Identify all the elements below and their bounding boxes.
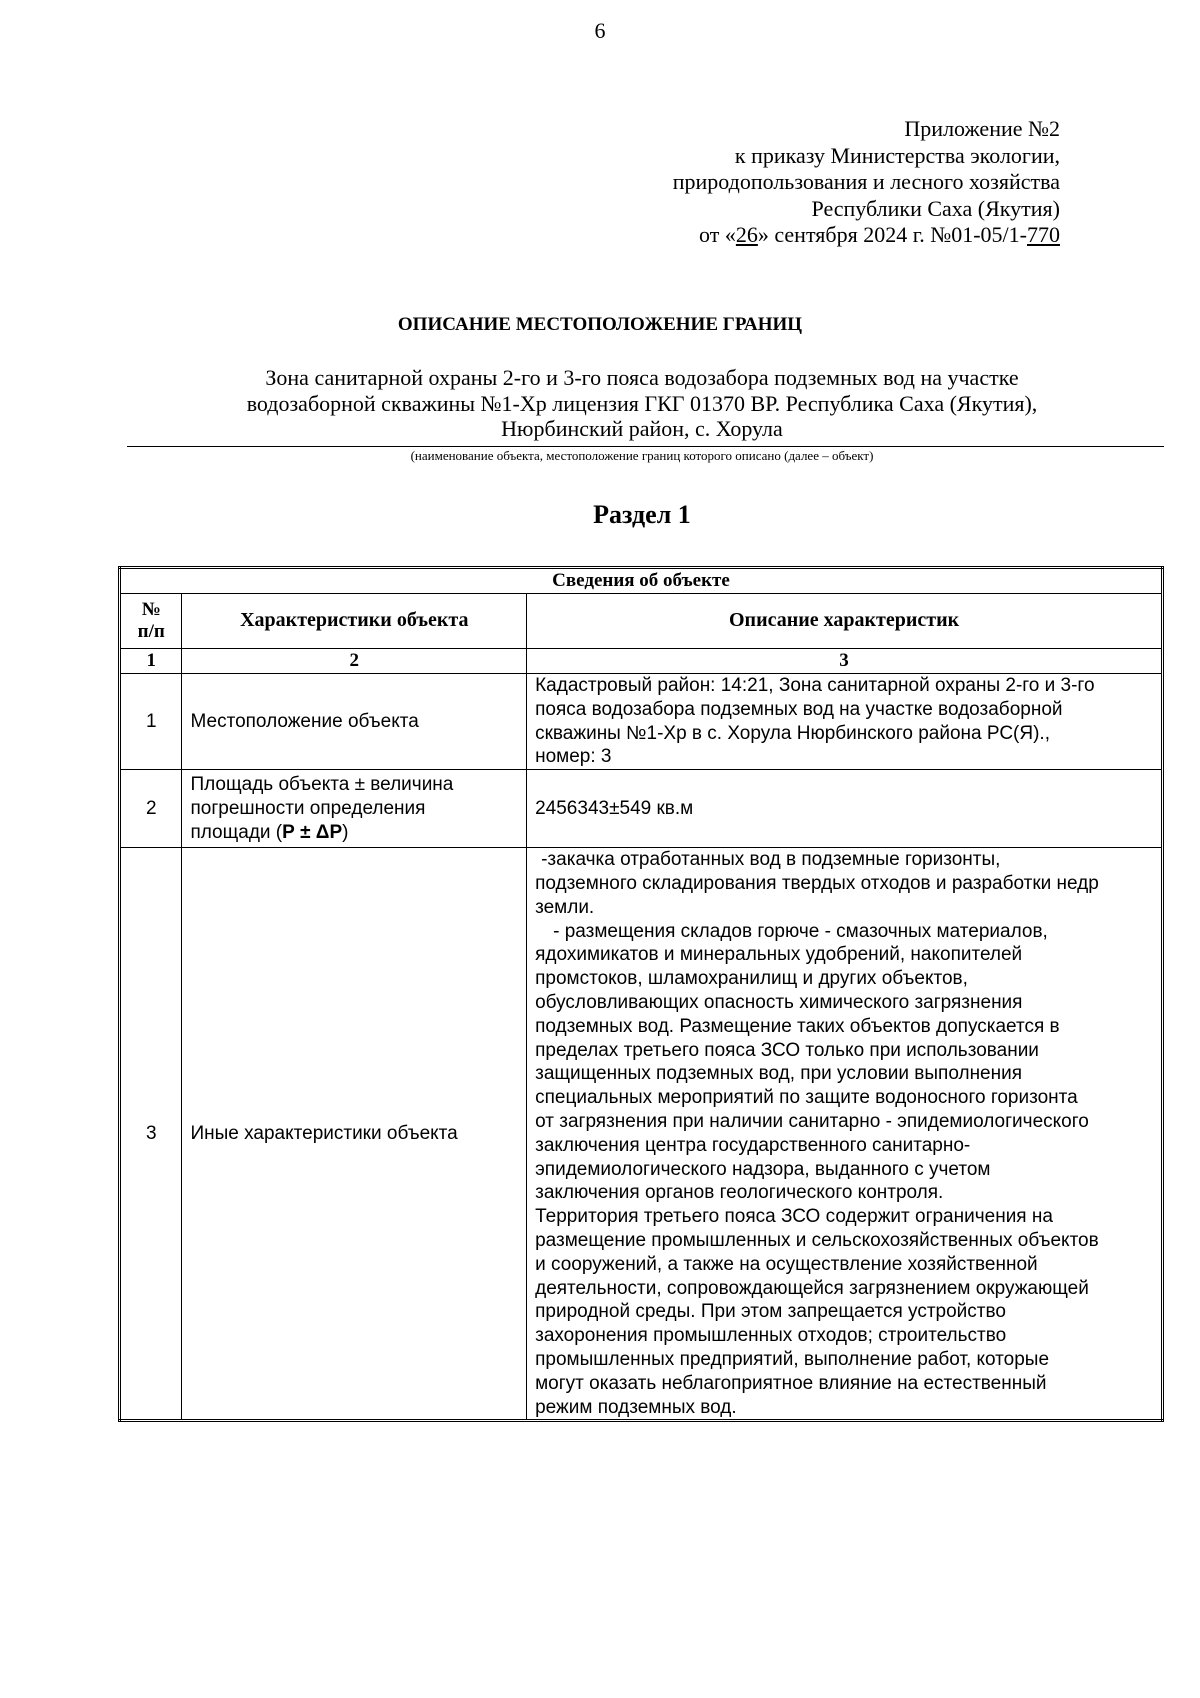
description-line: -закачка отработанных вод в подземные горизонты, <box>541 849 1001 871</box>
description-line: защищенных подземных вод, при условии выполнения <box>535 1063 1023 1085</box>
description-line: заключения органов геологического контроля. <box>535 1182 944 1204</box>
table-title: Сведения об объекте <box>120 568 1163 594</box>
header-description: Описание характеристик <box>527 594 1163 649</box>
header-number-line: п/п <box>137 621 165 642</box>
row-number: 3 <box>120 848 182 1421</box>
description-line: размещение промышленных и сельскохозяйственных объектов <box>535 1229 1099 1251</box>
row-number: 1 <box>120 674 182 770</box>
column-number-row <box>120 649 1163 674</box>
description-line: и сооружений, а также на осуществление хозяйственной <box>535 1253 1038 1275</box>
description-line: захоронения промышленных отходов; строительство <box>535 1325 1007 1347</box>
section-heading: Раздел 1 <box>593 500 691 529</box>
order-date-line <box>673 222 1060 249</box>
column-number: 3 <box>527 649 1163 674</box>
appendix-block <box>673 116 1060 249</box>
object-name-underline <box>127 446 1164 447</box>
description-line: режим подземных вод. <box>535 1396 737 1418</box>
row-description <box>527 848 1163 1421</box>
description-line: промышленных предприятий, выполнение работ, которые <box>535 1348 1050 1370</box>
document-title: ОПИСАНИЕ МЕСТОПОЛОЖЕНИЕ ГРАНИЦ <box>397 314 803 335</box>
order-date-prefix: от « <box>699 222 736 247</box>
description-line: Кадастровый район: 14:21, Зона санитарной охраны 2-го и 3-го <box>535 675 1095 696</box>
characteristic-prefix: площади ( <box>190 821 283 843</box>
area-formula: Р ± ΔР <box>282 821 343 843</box>
description-line: земли. <box>535 896 595 918</box>
page-number: 6 <box>594 18 606 43</box>
order-number: 770 <box>1027 222 1060 247</box>
description-line: пределах третьего пояса ЗСО только при использовании <box>535 1039 1039 1061</box>
appendix-line: Республики Саха (Якутия) <box>811 195 1060 221</box>
table-row <box>120 770 1163 848</box>
characteristic-line: погрешности определения <box>190 797 426 819</box>
description-line: природной среды. При этом запрещается устройство <box>535 1301 1006 1323</box>
header-characteristics: Характеристики объекта <box>182 594 527 649</box>
characteristic-line <box>190 821 518 845</box>
description-line: Территория третьего пояса ЗСО содержит ограничения на <box>535 1206 1053 1228</box>
description-line: пояса водозабора подземных вод на участке водозаборной <box>535 698 1063 720</box>
object-name-line: Нюрбинский район, с. Хорула <box>501 416 783 441</box>
description-line: подземных вод. Размещение таких объектов допускается в <box>535 1015 1060 1037</box>
object-name-line: Зона санитарной охраны 2-го и 3-го пояса водозабора подземных вод на участке <box>265 365 1019 390</box>
description-line: промстоков, шламохранилищ и других объектов, <box>535 968 968 990</box>
object-name <box>120 365 1164 442</box>
table-row <box>120 848 1163 1421</box>
column-number: 2 <box>182 649 527 674</box>
object-name-caption: (наименование объекта, местоположение границ которого описано (далее – объект) <box>410 448 874 463</box>
description-line: могут оказать неблагоприятное влияние на естественный <box>535 1372 1047 1394</box>
description-line: эпидемиологического надзора, выданного с учетом <box>535 1158 991 1180</box>
appendix-line: природопользования и лесного хозяйства <box>672 169 1060 194</box>
appendix-line: к приказу Министерства экологии, <box>734 142 1060 168</box>
row-characteristic: Иные характеристики объекта <box>182 848 527 1421</box>
table-header-row <box>120 594 1163 649</box>
header-number <box>120 594 182 649</box>
description-line: номер: 3 <box>535 746 612 768</box>
object-name-line: водозаборной скважины №1-Хр лицензия ГКГ 01370 ВР. Республика Саха (Якутия), <box>246 390 1038 416</box>
row-description <box>527 674 1163 770</box>
characteristic-line: Площадь объекта ± величина <box>190 773 454 795</box>
description-line: заключения центра государственного санитарно- <box>535 1134 971 1156</box>
table-title-row <box>120 568 1163 594</box>
description-line: ядохимикатов и минеральных удобрений, накопителей <box>535 944 1023 966</box>
characteristic-suffix: ) <box>342 821 349 843</box>
row-characteristic <box>182 770 527 848</box>
description-line: от загрязнения при наличии санитарно - эпидемиологического <box>535 1110 1089 1132</box>
object-info-table <box>118 566 1164 1422</box>
column-number: 1 <box>120 649 182 674</box>
row-description: 2456343±549 кв.м <box>527 770 1163 848</box>
appendix-line: Приложение №2 <box>904 116 1060 141</box>
order-date-middle: » сентября 2024 г. №01-05/1- <box>757 222 1027 247</box>
description-line: обусловливающих опасность химического загрязнения <box>535 991 1023 1013</box>
description-line: подземного складирования твердых отходов и разработки недр <box>535 872 1099 894</box>
header-number-line: № <box>141 599 161 620</box>
table-row <box>120 674 1163 770</box>
row-number: 2 <box>120 770 182 848</box>
description-line: скважины №1-Хр в с. Хорула Нюрбинского района РС(Я)., <box>535 722 1050 744</box>
order-day: 26 <box>735 222 758 247</box>
description-line: - размещения складов горюче - смазочных материалов, <box>553 920 1048 942</box>
description-line: специальных мероприятий по защите водоносного горизонта <box>535 1087 1078 1109</box>
description-line: деятельности, сопровождающейся загрязнением окружающей <box>535 1277 1089 1299</box>
row-characteristic: Местоположение объекта <box>182 674 527 770</box>
